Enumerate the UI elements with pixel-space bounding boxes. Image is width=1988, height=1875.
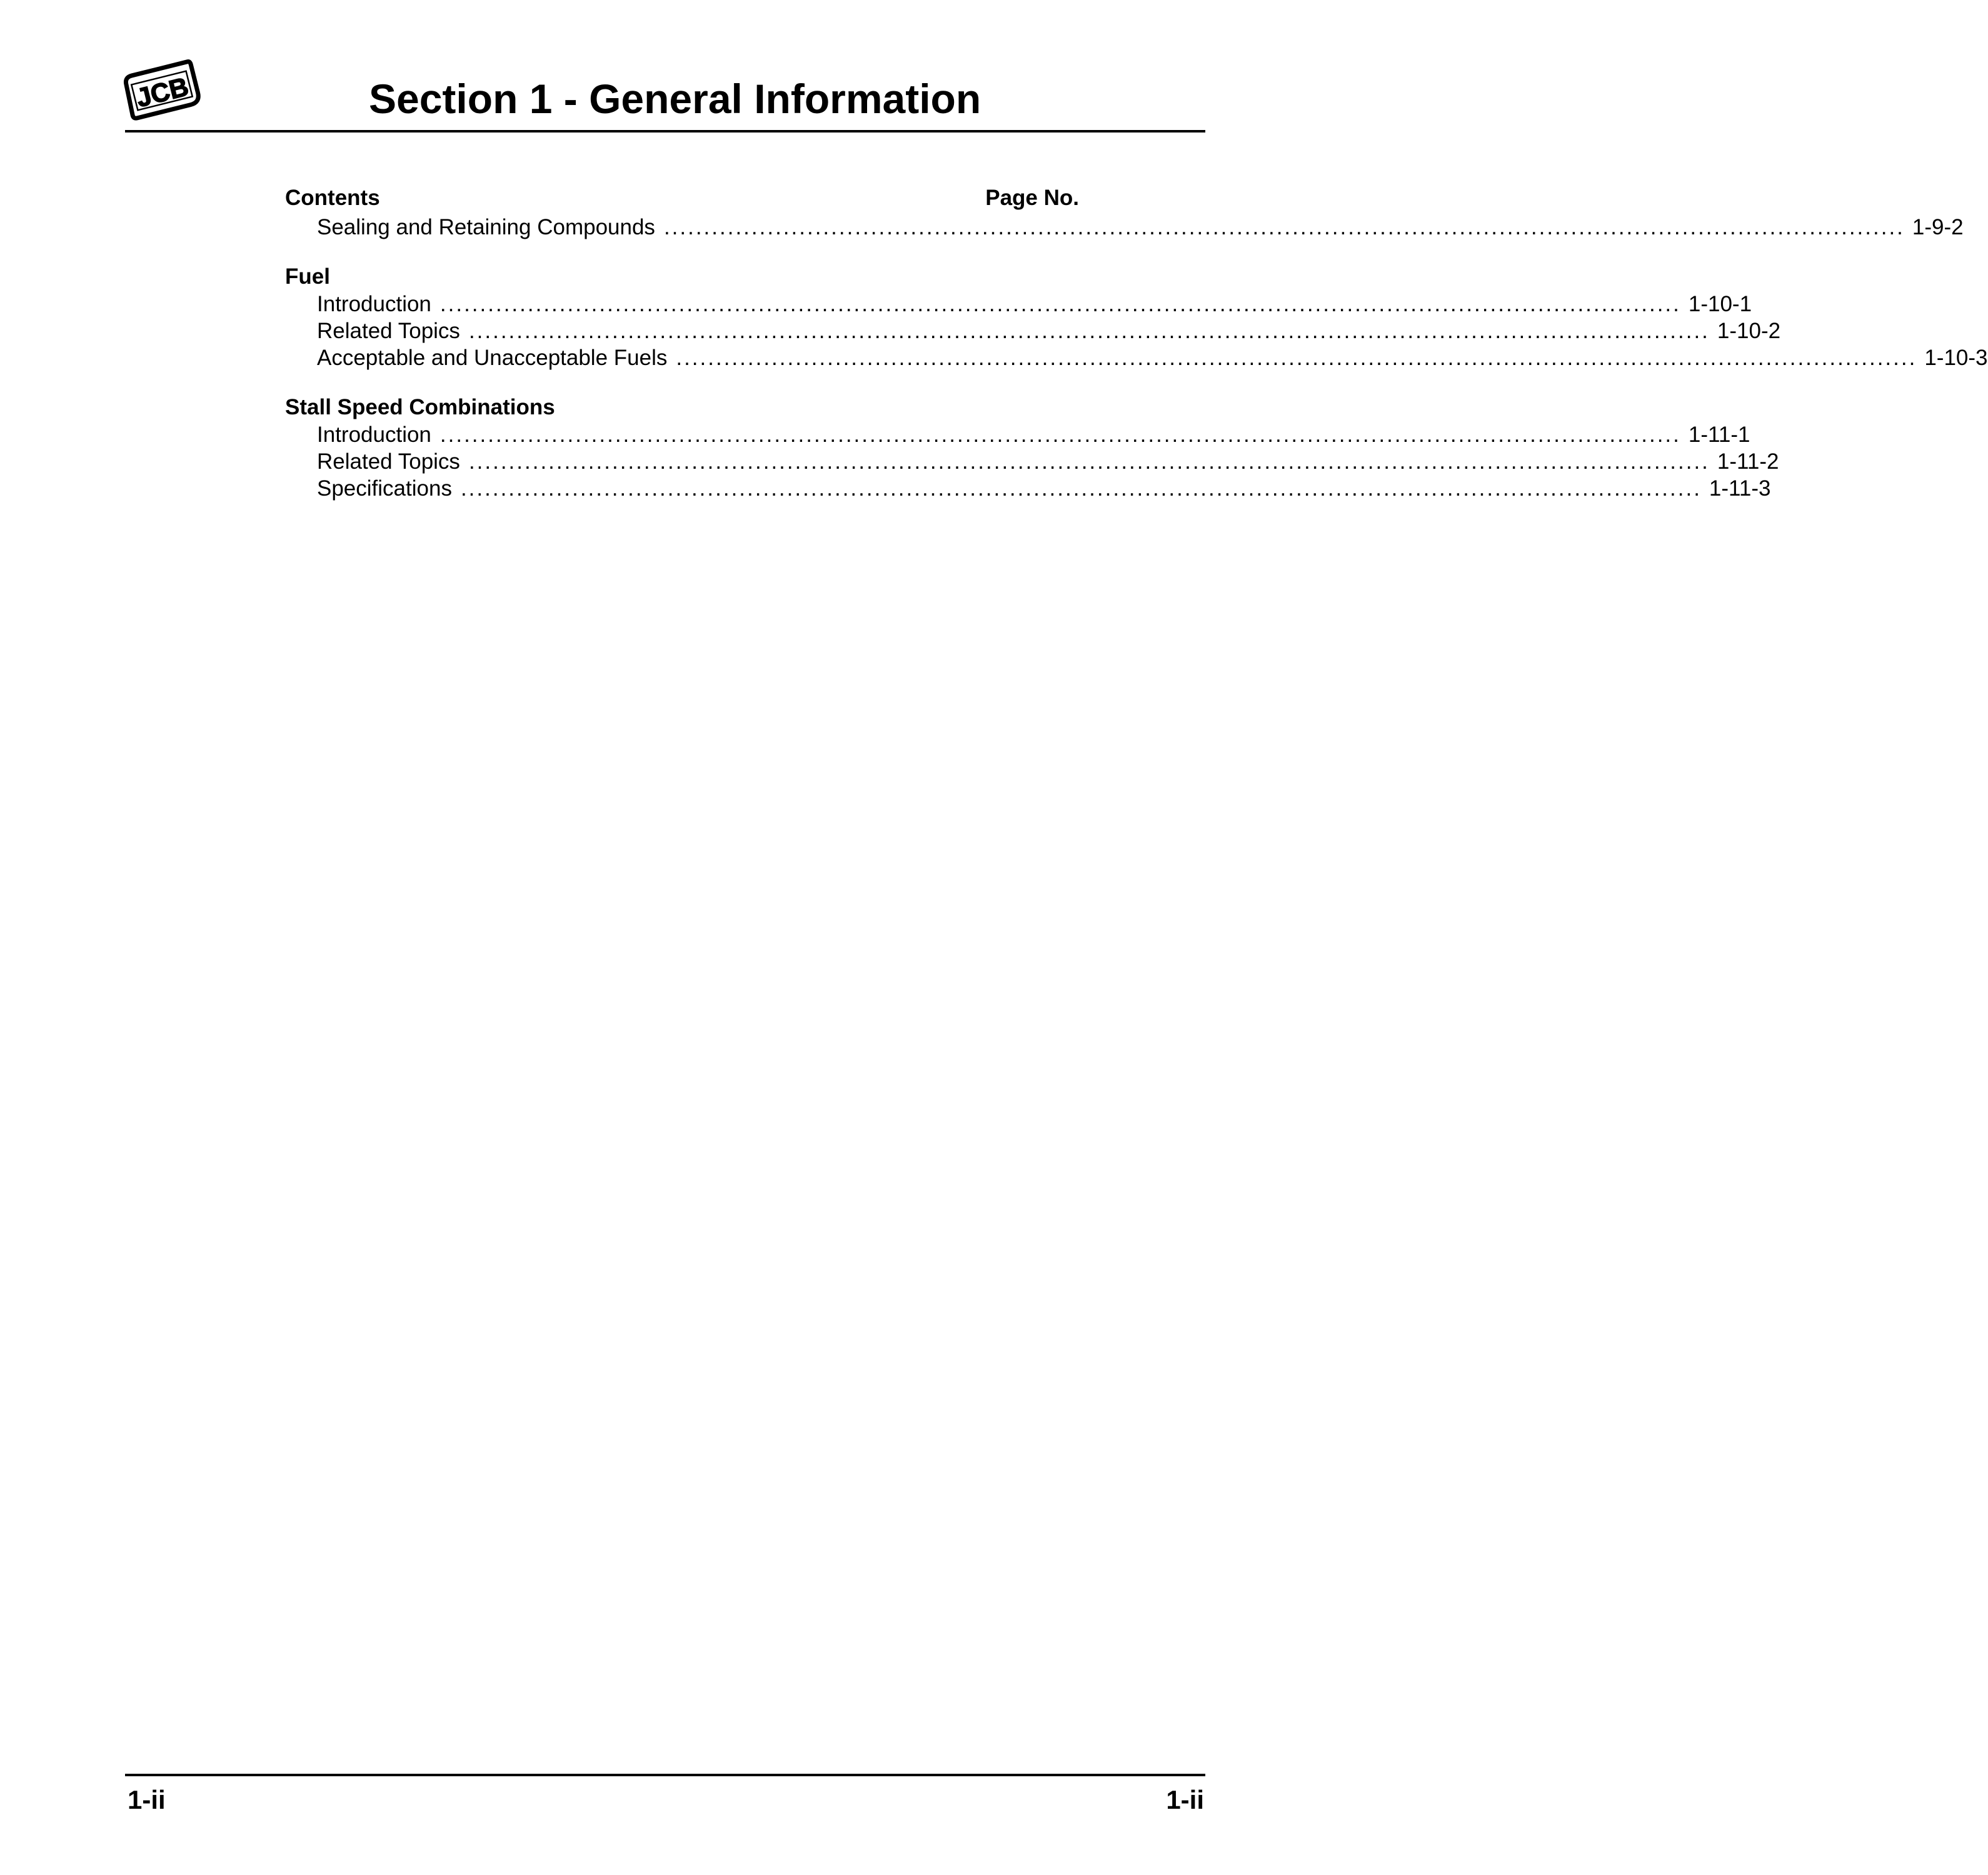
toc-entry-title: Specifications [317, 476, 452, 501]
toc-entry-page: 1-11-2 [1717, 449, 1779, 474]
page-number-label: Page No. [985, 186, 1079, 210]
page-title: Section 1 - General Information [369, 76, 981, 122]
toc-group-title: Stall Speed Combinations [285, 395, 555, 419]
toc-entry-page: 1-10-3 [1924, 346, 1988, 370]
toc-entry[interactable] [285, 344, 1988, 371]
toc-header [285, 182, 1079, 214]
dot-leader: ............................................................................................................................................................ [468, 319, 1710, 343]
toc-entry-page: 1-11-1 [1688, 422, 1750, 447]
toc-entry-title: Sealing and Retaining Compounds [317, 215, 655, 239]
toc-entry[interactable] [285, 421, 1750, 448]
dot-leader: ............................................................................................................................................................ [439, 292, 1681, 316]
toc-group-stall-speed [285, 394, 1779, 502]
jcb-logo [124, 58, 200, 124]
toc-entry-title: Introduction [317, 422, 431, 447]
dot-leader: ............................................................................................................................................................ [439, 422, 1681, 447]
toc-entry[interactable] [285, 318, 1781, 344]
page-number-left: 1-ii [128, 1785, 166, 1814]
dot-leader: ............................................................................................................................................................ [460, 476, 1702, 501]
footer-rule [125, 1774, 1205, 1776]
dot-leader: ............................................................................................................................................................ [663, 215, 1905, 239]
toc-entry[interactable] [285, 214, 1964, 241]
toc-entry-page: 1-9-2 [1912, 215, 1964, 239]
toc-entry[interactable] [285, 475, 1771, 502]
dot-leader: ............................................................................................................................................................ [468, 449, 1710, 474]
toc-entry[interactable] [285, 291, 1752, 318]
toc-entry[interactable] [285, 448, 1779, 475]
table-of-contents [285, 182, 1988, 502]
toc-entry-page: 1-10-1 [1688, 292, 1752, 316]
toc-group-title: Fuel [285, 264, 330, 289]
header-rule [125, 130, 1205, 132]
toc-entry-title: Related Topics [317, 319, 460, 343]
toc-entry-title: Introduction [317, 292, 431, 316]
toc-group-fuel [285, 263, 1988, 371]
dot-leader: ............................................................................................................................................................ [676, 346, 1917, 370]
page-number-right: 1-ii [1166, 1785, 1204, 1814]
jcb-logo-text: JCB [133, 71, 192, 113]
toc-group-sealing [285, 214, 1964, 241]
toc-entry-page: 1-10-2 [1717, 319, 1781, 343]
toc-entry-title: Related Topics [317, 449, 460, 474]
toc-entry-title: Acceptable and Unacceptable Fuels [317, 346, 668, 370]
jcb-logo-icon [124, 58, 200, 124]
toc-entry-page: 1-11-3 [1709, 476, 1771, 501]
contents-label: Contents [285, 186, 380, 210]
